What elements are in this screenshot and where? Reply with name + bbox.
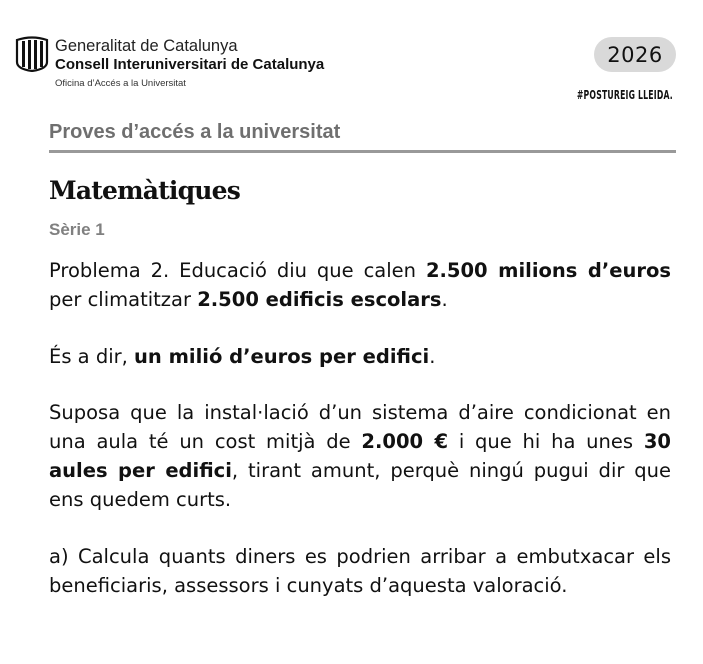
problem-paragraph-1	[49, 256, 671, 314]
text-span: per climatitzar	[49, 288, 198, 311]
bold-span: 2.000 €	[361, 430, 449, 453]
text-span: És a dir,	[49, 345, 135, 368]
bold-span: 2.500 milions d’euros	[425, 259, 671, 282]
bold-span: 2.500 edificis escolars	[197, 288, 442, 311]
org-name: Generalitat de Catalunya	[55, 37, 238, 55]
series-label: Sèrie 1	[49, 220, 105, 239]
problem-paragraph-2	[49, 342, 671, 371]
hashtag: #POSTUREIG LLEIDA.	[576, 87, 673, 102]
bold-span: 30 aules per edifici	[49, 430, 671, 482]
year-badge: 2026	[594, 37, 676, 72]
text-span: Problema 2. Educació diu que calen	[49, 259, 426, 282]
council-name: Consell Interuniversitari de Catalunya	[55, 56, 325, 73]
bold-span: un milió d’euros per edifici	[134, 345, 430, 368]
question-a: a) Calcula quants diners es podrien arribar a embutxacar els beneficiaris, assessors i cunyats d’aquesta valoració.	[49, 545, 671, 597]
text-span: i que hi ha unes	[448, 430, 644, 453]
text-span: .	[429, 345, 436, 368]
exam-title: Proves d’accés a la universitat	[49, 121, 341, 143]
text-span: .	[441, 288, 448, 311]
problem-paragraph-3	[49, 398, 671, 514]
subject-title: Matemàtiques	[49, 176, 241, 205]
text-span: Suposa que la instal·lació d’un sistema d’aire condicionat en una aula té un cost mitjà de	[49, 401, 671, 453]
header-divider	[49, 150, 676, 153]
text-span: , tirant amunt, perquè ningú pugui dir que ens quedem curts.	[49, 459, 672, 511]
office-name: Oficina d’Accés a la Universitat	[55, 78, 186, 89]
generalitat-logo-icon	[15, 36, 49, 72]
